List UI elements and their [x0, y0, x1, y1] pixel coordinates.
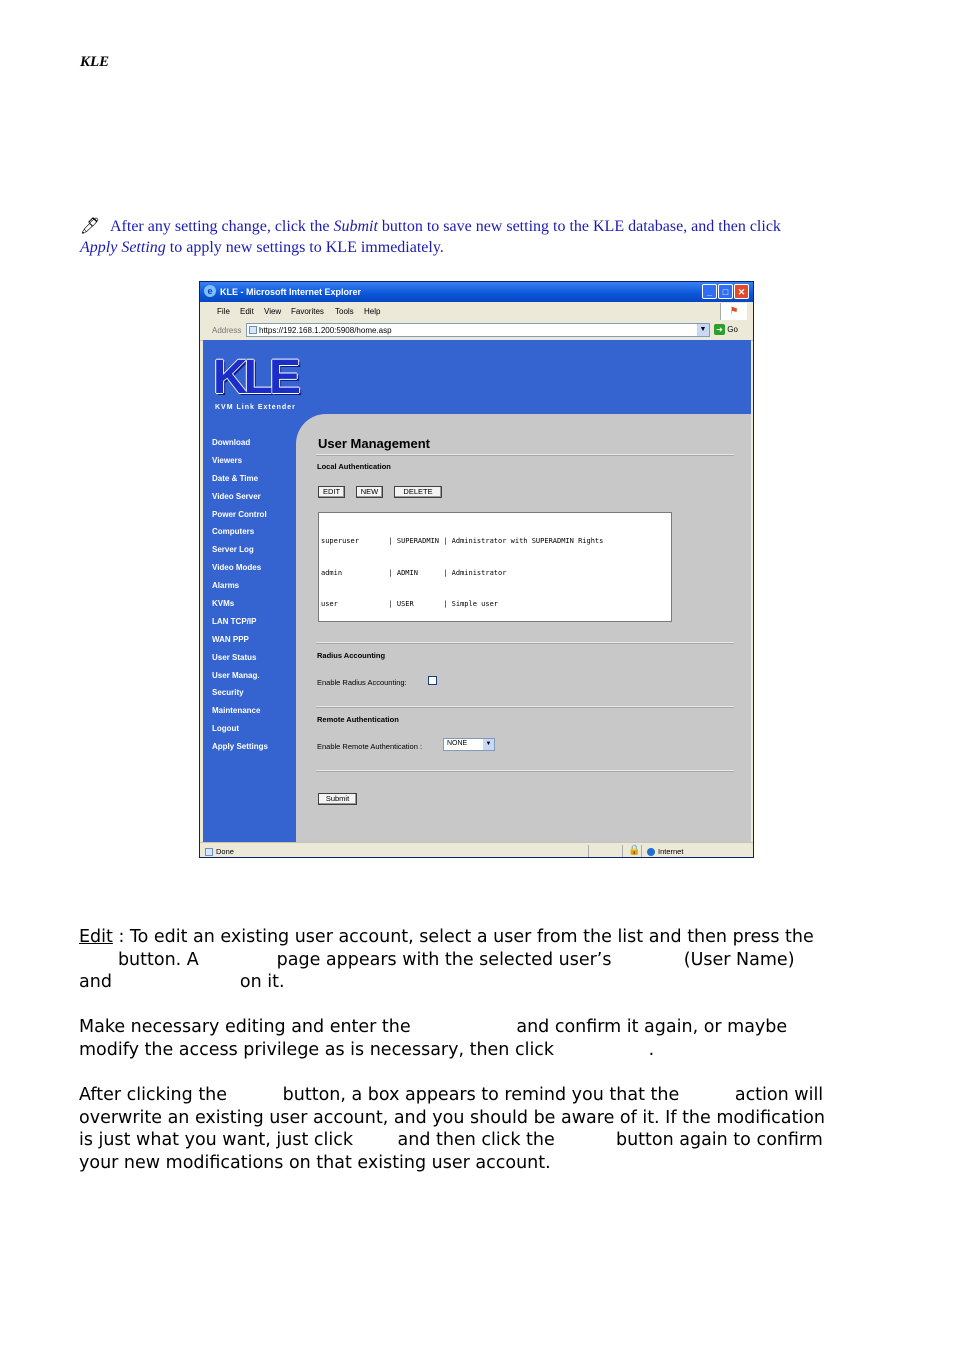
nav-item-wan-ppp[interactable]: WAN PPP — [212, 634, 249, 644]
edit-button[interactable]: EDIT — [318, 486, 345, 498]
header-brand: KLE — [80, 54, 110, 70]
divider — [316, 706, 734, 708]
nav-item-viewers[interactable]: Viewers — [212, 455, 243, 465]
status-done: Done — [216, 847, 234, 856]
remote-auth-value: NONE — [447, 740, 468, 747]
page-icon — [205, 848, 213, 856]
paragraph-line: After clicking the button, a box appears to remind you that the action will — [79, 1085, 824, 1105]
delete-button[interactable]: DELETE — [394, 486, 442, 498]
title-bar — [200, 282, 753, 302]
nav-menu — [212, 438, 268, 760]
remote-label: Enable Remote Authentication : — [317, 742, 423, 751]
nav-item-maintenance[interactable]: Maintenance — [212, 706, 261, 716]
status-text — [205, 847, 234, 856]
maximize-button[interactable]: □ — [718, 284, 733, 299]
nav-item-alarms[interactable]: Alarms — [212, 581, 240, 591]
go-button[interactable] — [714, 324, 738, 335]
note-paragraph — [80, 216, 880, 258]
note-text: button to save new setting to the KLE database, and then click — [377, 218, 781, 235]
divider — [316, 770, 734, 772]
divider — [316, 642, 734, 644]
paragraph-line: Make necessary editing and enter the and confirm it again, or maybe — [79, 1017, 788, 1037]
nav-item-security[interactable]: Security — [212, 688, 244, 698]
paragraph-line — [79, 926, 879, 949]
paragraph-line: and on it. — [79, 972, 285, 992]
paragraph-line: button. A page appears with the selected user’s (User Name) — [79, 949, 795, 970]
note-text: to apply new settings to KLE immediately. — [165, 239, 444, 256]
menu-edit[interactable]: Edit — [240, 307, 254, 316]
divider — [588, 845, 589, 857]
nav-item-power-control[interactable]: Power Control — [212, 509, 267, 519]
zone-label: Internet — [658, 847, 684, 856]
edit-heading: Edit — [79, 927, 113, 947]
note-apply-word: Apply Setting — [80, 239, 166, 256]
nav-item-apply-settings[interactable]: Apply Settings — [212, 742, 269, 752]
nav-item-logout[interactable]: Logout — [212, 724, 240, 734]
chevron-down-icon: ▼ — [483, 739, 494, 750]
submit-button[interactable]: Submit — [318, 793, 357, 805]
remote-auth-select[interactable] — [443, 738, 495, 751]
radius-label: Enable Radius Accounting: — [317, 678, 407, 687]
address-input[interactable] — [246, 323, 710, 337]
user-listbox[interactable] — [318, 512, 672, 622]
editing-paragraph — [79, 1016, 879, 1061]
paragraph-line: modify the access privilege as is necessary, then click . — [79, 1039, 655, 1060]
note-submit-word: Submit — [333, 218, 378, 235]
remote-title: Remote Authentication — [317, 715, 399, 724]
browser-window — [199, 281, 754, 858]
nav-item-date-time[interactable]: Date & Time — [212, 473, 259, 483]
divider — [641, 845, 642, 857]
radius-checkbox[interactable] — [428, 676, 437, 685]
divider — [622, 845, 623, 857]
logo-text: KLE — [213, 351, 297, 404]
address-label: Address — [212, 326, 242, 335]
chevron-down-icon[interactable]: ▼ — [697, 324, 709, 336]
line-text: : To edit an existing user account, select a user from the list and then press the — [112, 927, 814, 947]
list-item[interactable]: user | USER | Simple user — [321, 600, 499, 608]
menu-help[interactable]: Help — [364, 307, 381, 316]
divider — [316, 454, 734, 456]
status-bar — [200, 842, 753, 858]
close-button[interactable]: ✕ — [734, 284, 749, 299]
menu-bar — [200, 302, 753, 322]
address-bar — [200, 321, 753, 341]
page-icon — [249, 326, 257, 334]
pen-icon: 🖊 — [80, 218, 101, 235]
windows-logo-icon: ⚑ — [720, 303, 747, 320]
minimize-button[interactable]: _ — [702, 284, 717, 299]
paragraph-line: is just what you want, just click and then click the button again to confirm — [79, 1130, 823, 1150]
list-item[interactable]: superuser | SUPERADMIN | Administrator with SUPERADMIN Rights — [321, 537, 604, 545]
nav-item-kvms[interactable]: KVMs — [212, 599, 235, 609]
nav-item-user-status[interactable]: User Status — [212, 652, 257, 662]
address-url: https://192.168.1.200:5908/home.asp — [259, 326, 392, 335]
ie-icon: e — [204, 285, 216, 297]
window-title: KLE - Microsoft Internet Explorer — [220, 287, 362, 297]
go-label: Go — [727, 325, 738, 334]
nav-item-video-modes[interactable]: Video Modes — [212, 563, 262, 573]
kle-logo — [213, 351, 317, 414]
page-title: User Management — [318, 436, 430, 451]
go-arrow-icon: ➜ — [714, 324, 725, 335]
menu-favorites[interactable]: Favorites — [291, 307, 324, 316]
local-auth-title: Local Authentication — [317, 462, 391, 471]
list-item[interactable]: admin | ADMIN | Administrator — [321, 568, 507, 577]
paragraph-line: overwrite an existing user account, and you should be aware of it. If the modification — [79, 1107, 825, 1128]
menu-tools[interactable]: Tools — [335, 307, 354, 316]
nav-item-user-manag[interactable]: User Manag. — [212, 670, 260, 680]
nav-item-server-log[interactable]: Server Log — [212, 545, 254, 555]
nav-item-computers[interactable]: Computers — [212, 527, 255, 537]
new-button[interactable]: NEW — [356, 486, 383, 498]
status-zone — [647, 847, 683, 856]
logo-subtitle: KVM Link Extender — [215, 404, 296, 411]
nav-item-download[interactable]: Download — [212, 438, 251, 447]
edit-paragraph — [79, 926, 879, 994]
nav-item-video-server[interactable]: Video Server — [212, 491, 261, 501]
globe-icon — [647, 848, 655, 856]
confirm-paragraph — [79, 1084, 879, 1174]
menu-view[interactable]: View — [264, 307, 282, 316]
radius-title: Radius Accounting — [317, 651, 386, 660]
nav-item-lan-tcpip[interactable]: LAN TCP/IP — [212, 616, 257, 626]
paragraph-line: your new modifications on that existing user account. — [79, 1152, 551, 1173]
page-content — [203, 340, 751, 842]
note-text: After any setting change, click the — [110, 218, 334, 235]
lock-icon: 🔒 — [628, 845, 641, 856]
menu-file[interactable]: File — [217, 307, 230, 316]
